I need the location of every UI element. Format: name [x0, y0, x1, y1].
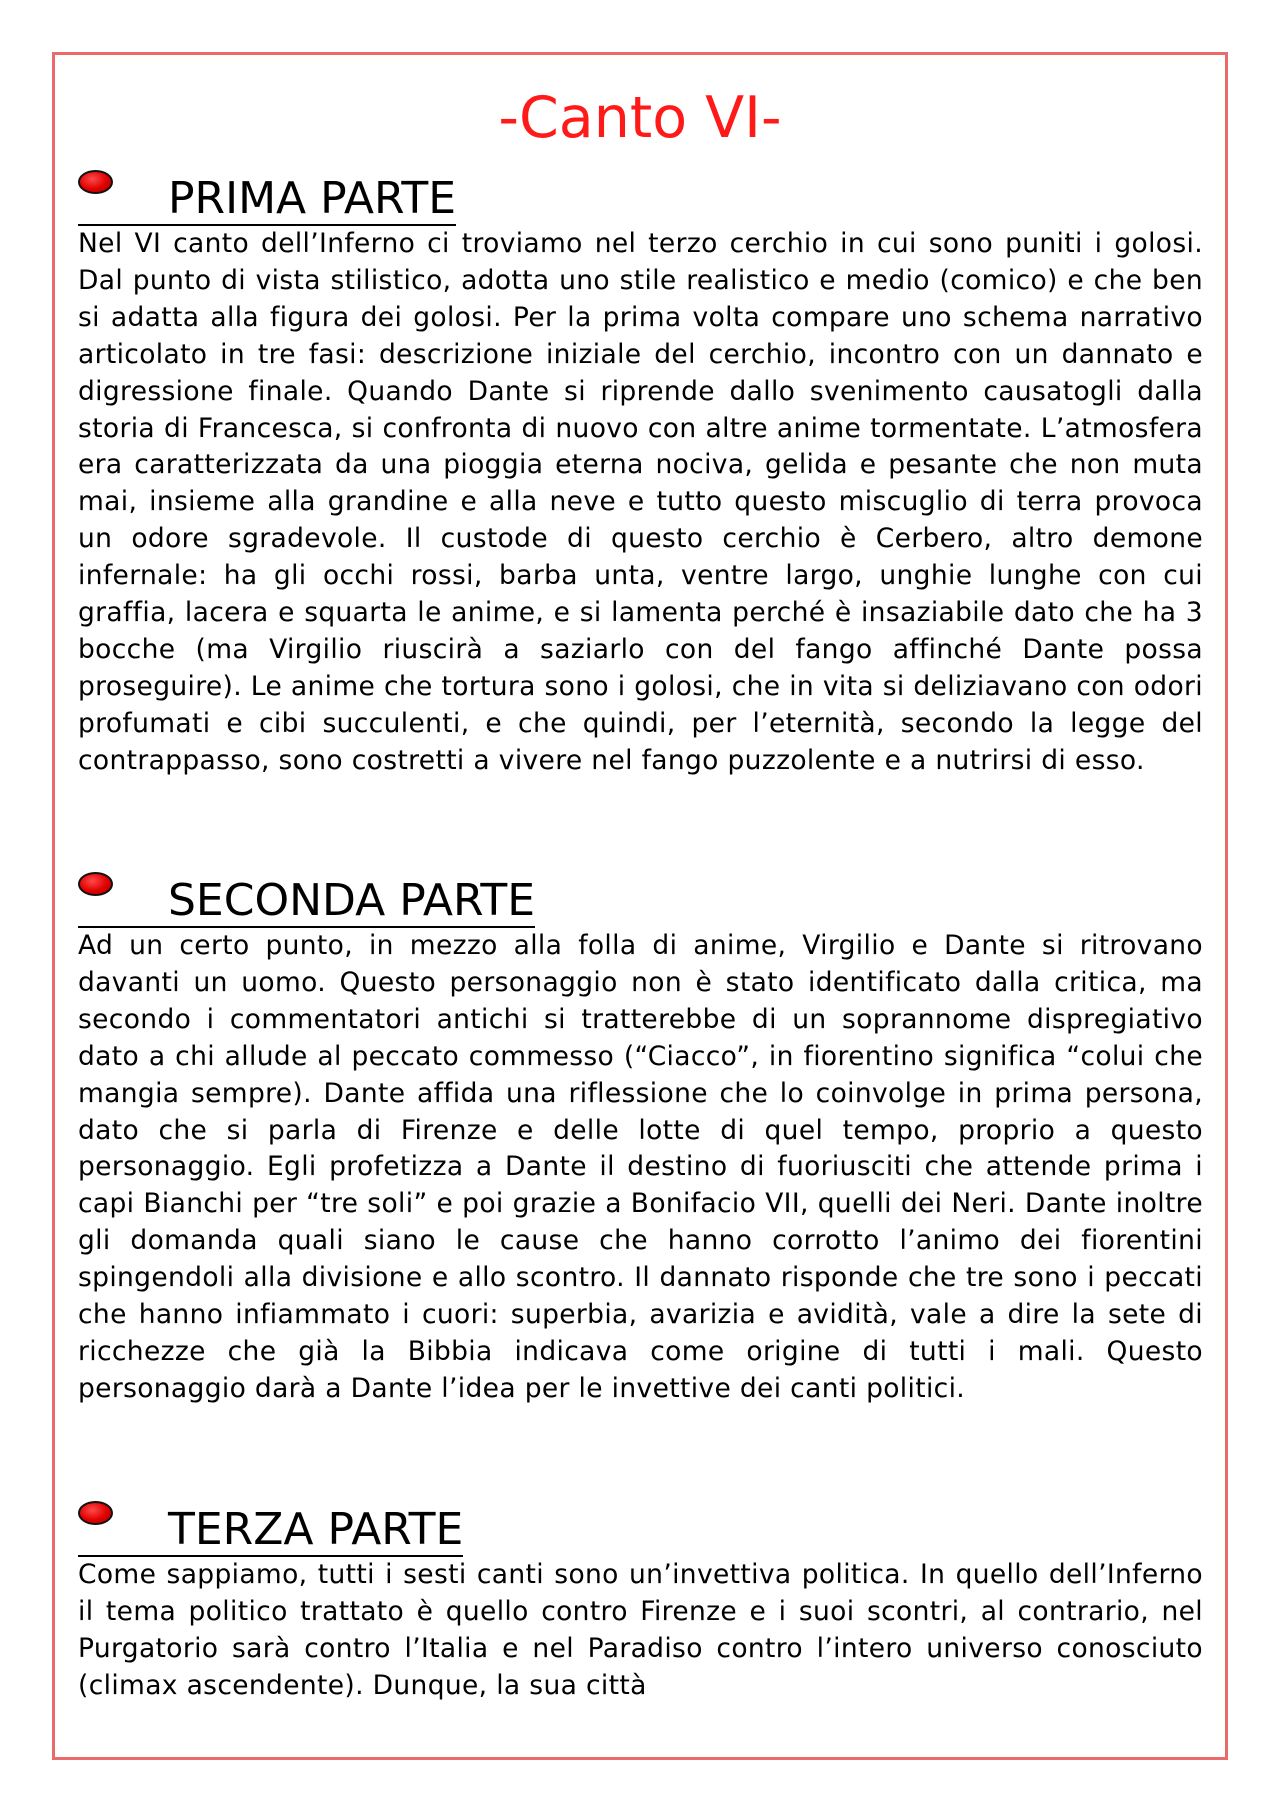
- section-paragraph: Come sappiamo, tutti i sesti canti sono un’invettiva politica. In quello dell’Inferno il tema politico trattato è quello contro Firenze e i suoi scontri, al contrario, nel Purgatorio sarà contro l’Italia e nel Paradiso contro l’intero universo conosciuto (climax ascendente). Dunque, la sua città: [78, 1559, 1203, 1701]
- section-title: PRIMA PARTE: [78, 174, 456, 226]
- section-seconda-parte: [78, 872, 1203, 1408]
- section-title: SECONDA PARTE: [78, 876, 535, 928]
- section-paragraph: Ad un certo punto, in mezzo alla folla di anime, Virgilio e Dante si ritrovano davanti un uomo. Questo personaggio non è stato identificato dalla critica, ma secondo i commentatori antichi si tratterebbe di un soprannome dispregiativo dato a chi allude al peccato commesso (“Ciacco”, in fiorentino significa “colui che mangia sempre). Dante affida una riflessione che lo coinvolge in prima persona, dato che si parla di Firenze e delle lotte di quel tempo, proprio a questo personaggio. Egli profetizza a Dante il destino di fuoriusciti che attende prima i capi Bianchi per “tre soli” e poi grazie a Bonifacio VII, quelli dei Neri. Dante inoltre gli domanda quali siano le cause che hanno corrotto l’animo dei fiorentini spingendoli alla divisione e allo scontro. Il dannato risponde che tre sono i peccati che hanno infiammato i cuori: superbia, avarizia e avidità, vale a dire la sete di ricchezze che già la Bibbia indicava come origine di tutti i mali. Questo personaggio darà a Dante l’idea per le invettive dei canti politici.: [78, 930, 1203, 1404]
- section-heading: [78, 1501, 1203, 1557]
- page-title: -Canto VI-: [498, 85, 782, 151]
- section-paragraph: Nel VI canto dell’Inferno ci troviamo nel terzo cerchio in cui sono puniti i golosi. Dal punto di vista stilistico, adotta uno stile realistico e medio (comico) e che ben si adatta alla figura dei golosi. Per la prima volta compare uno schema narrativo articolato in tre fasi: descrizione iniziale del cerchio, incontro con un dannato e digressione finale. Quando Dante si riprende dallo svenimento causatogli dalla storia di Francesca, si confronta di nuovo con altre anime tormentate. L’atmosfera era caratterizzata da una pioggia eterna nociva, gelida e pesante che non muta mai, insieme alla grandine e alla neve e tutto questo miscuglio di terra provoca un odore sgradevole. Il custode di questo cerchio è Cerbero, altro demone infernale: ha gli occhi rossi, barba unta, ventre largo, unghie lunghe con cui graffia, lacera e squarta le anime, e si lamenta perché è insaziabile dato che ha 3 bocche (ma Virgilio riuscirà a saziarlo con del fango affinché Dante possa proseguire). Le anime che tortura sono i golosi, che in vita si deliziavano con odori profumati e cibi succulenti, e che quindi, per l’eternità, secondo la legge del contrappasso, sono costretti a vivere nel fango puzzolente e a nutrirsi di esso.: [78, 228, 1203, 776]
- section-title: TERZA PARTE: [78, 1505, 463, 1557]
- section-heading: [78, 872, 1203, 928]
- section-terza-parte: [78, 1501, 1203, 1705]
- section-prima-parte: [78, 170, 1203, 780]
- section-heading: [78, 170, 1203, 226]
